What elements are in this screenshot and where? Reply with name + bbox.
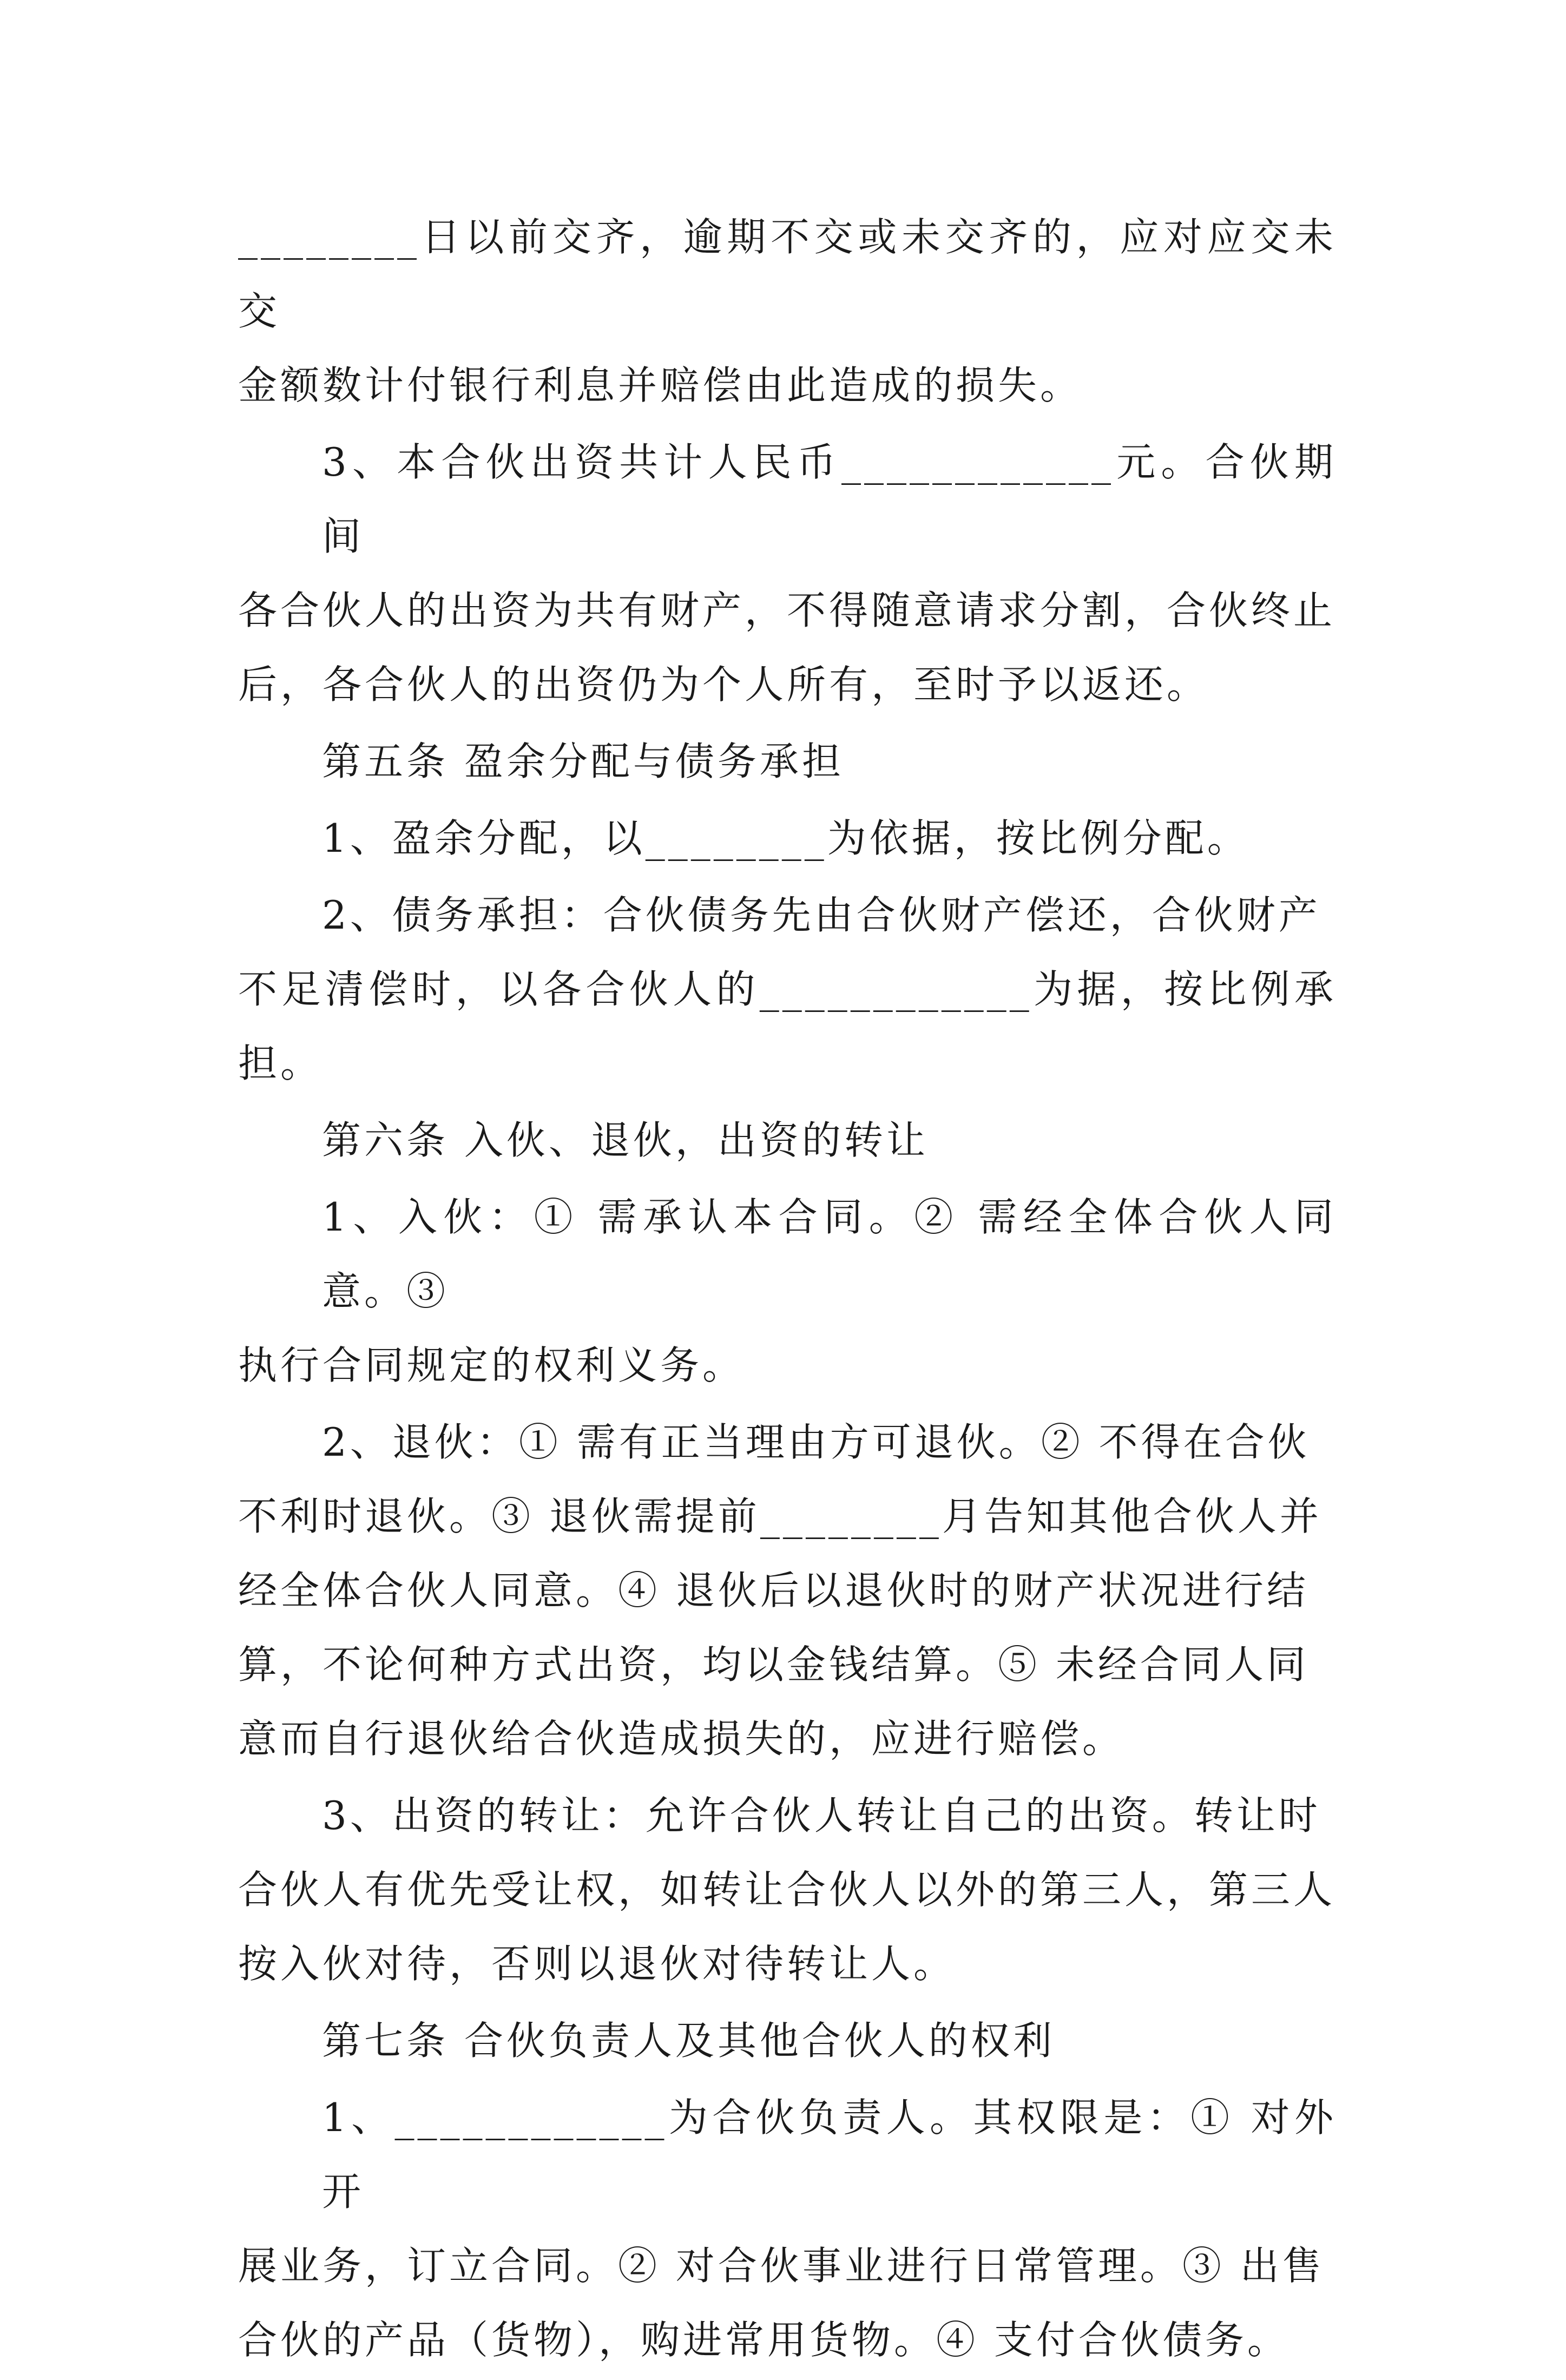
text-line: 意而自行退伙给合伙造成损失的，应进行赔偿。 [238,1716,1125,1761]
paragraph-profit-distribution [238,801,1337,876]
text-line: 不利时退伙。③ 退伙需提前________月告知其他合伙人并 [238,1494,1322,1539]
text-line: 1、盈余分配，以________为依据，按比例分配。 [322,816,1249,861]
text-line: 算，不论何种方式出资，均以金钱结算。⑤ 未经合同人同 [238,1642,1309,1687]
article-heading-5 [238,725,1337,799]
text-line: 不足清偿时，以各合伙人的____________为据，按比例承担。 [238,967,1337,1086]
document-page [238,200,1337,2380]
text-line: 按入伙对待，否则以退伙对待转让人。 [238,1941,956,1987]
heading-line: 第六条 入伙、退伙，出资的转让 [322,1117,929,1163]
text-line: 合伙人有优先受让权，如转让合伙人以外的第三人，第三人 [238,1867,1336,1912]
article-heading-6 [238,1103,1337,1178]
paragraph-withdrawal [238,1405,1337,1776]
text-line: 展业务，订立合同。② 对合伙事业进行日常管理。③ 出售 [238,2243,1325,2289]
heading-line: 第五条 盈余分配与债务承担 [322,739,844,784]
text-line: ________日以前交齐，逾期不交或未交齐的，应对应交未交 [238,214,1337,334]
text-line: 1、入伙：① 需承认本合同。② 需经全体合伙人同意。③ [322,1194,1337,1314]
text-line: 后，各合伙人的出资仍为个人所有，至时予以返还。 [238,662,1209,707]
paragraph-debt-bearing [238,878,1337,1101]
text-line: 执行合同规定的权利义务。 [238,1343,745,1388]
paragraph-joining [238,1180,1337,1403]
paragraph-deadline [238,200,1337,423]
text-line: 各合伙人的出资为共有财产，不得随意请求分割，合伙终止 [238,588,1336,633]
text-line: 经全体合伙人同意。④ 退伙后以退伙时的财产状况进行结 [238,1568,1309,1613]
paragraph-total-capital [238,425,1337,722]
text-line: 1、____________为合伙负责人。其权限是：① 对外开 [322,2095,1337,2214]
text-line: 2、退伙：① 需有正当理由方可退伙。② 不得在合伙 [322,1419,1310,1465]
paragraph-transfer [238,1779,1337,2001]
text-line: 3、本合伙出资共计人民币____________元。合伙期间 [322,439,1337,559]
article-heading-7 [238,2004,1337,2078]
text-line: 合伙的产品（货物），购进常用货物。④ 支付合伙债务。 [238,2317,1289,2363]
heading-line: 第七条 合伙负责人及其他合伙人的权利 [322,2018,1055,2063]
paragraph-partnership-head [238,2081,1337,2377]
text-line: 3、出资的转让：允许合伙人转让自己的出资。转让时 [322,1793,1321,1838]
text-line: 金额数计付银行利息并赔偿由此造成的损失。 [238,363,1083,408]
text-line: 2、债务承担：合伙债务先由合伙财产偿还，合伙财产 [322,892,1321,938]
